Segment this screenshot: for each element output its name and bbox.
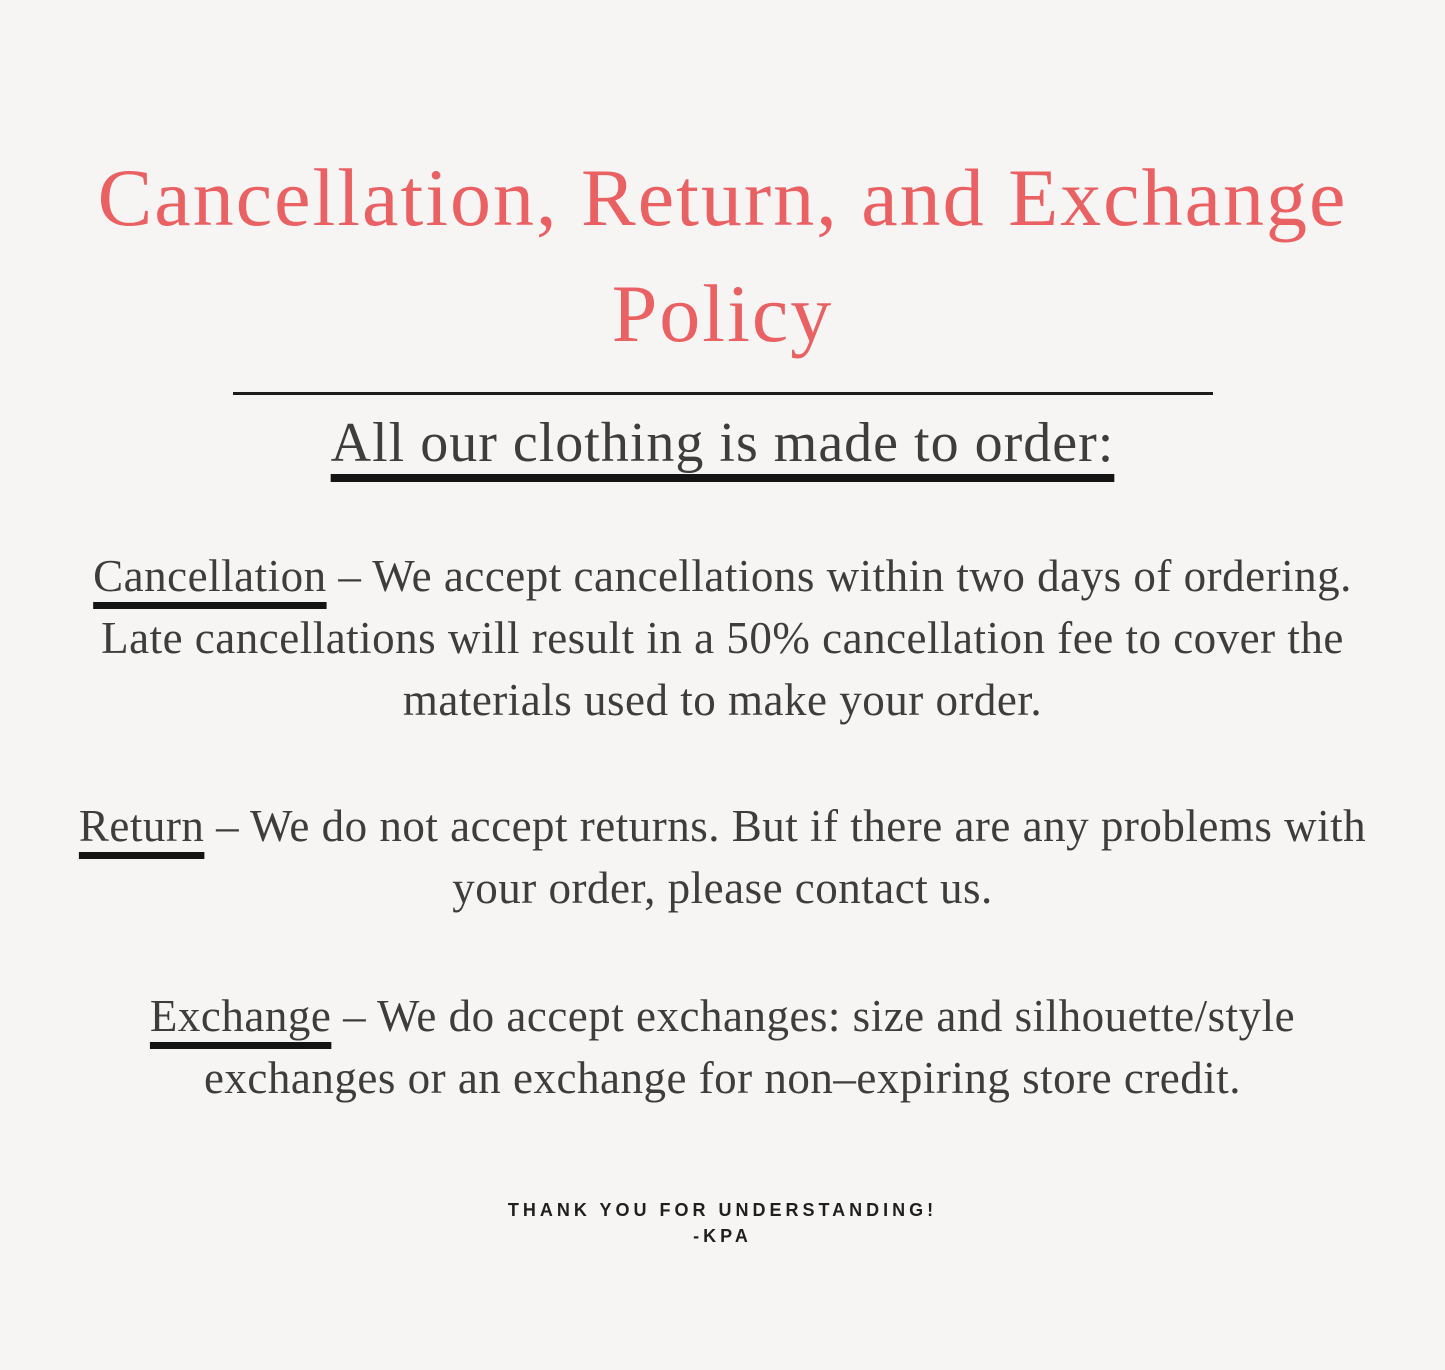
intro-heading (0, 403, 1445, 483)
footer-thanks: THANK YOU FOR UNDERSTANDING! (507, 1200, 938, 1220)
section-return-lead: Return (78, 801, 205, 851)
section-return (58, 795, 1388, 919)
section-return-text: – We do not accept returns. But if there are any problems with your order, please contact us. (216, 801, 1367, 913)
section-cancellation-text: – We accept cancellations within two days of ordering. Late cancellations will result in a 50% cancellation fee to cover the materials used to make your order. (101, 551, 1352, 725)
page-title-line2: Policy (611, 268, 834, 359)
page-title-line1: Cancellation, Return, and Exchange (97, 152, 1348, 243)
section-cancellation-lead: Cancellation (93, 551, 327, 601)
footer-note (0, 1197, 1445, 1249)
section-exchange (58, 985, 1388, 1109)
title-divider (233, 392, 1213, 395)
section-cancellation (58, 545, 1388, 731)
intro-heading-text: All our clothing is made to order: (330, 412, 1115, 474)
footer-signature: -KPA (693, 1226, 752, 1246)
section-exchange-text: – We do accept exchanges: size and silhouette/style exchanges or an exchange for non–expiring store credit. (203, 991, 1296, 1103)
page-title (93, 140, 1353, 372)
section-exchange-lead: Exchange (149, 991, 332, 1041)
